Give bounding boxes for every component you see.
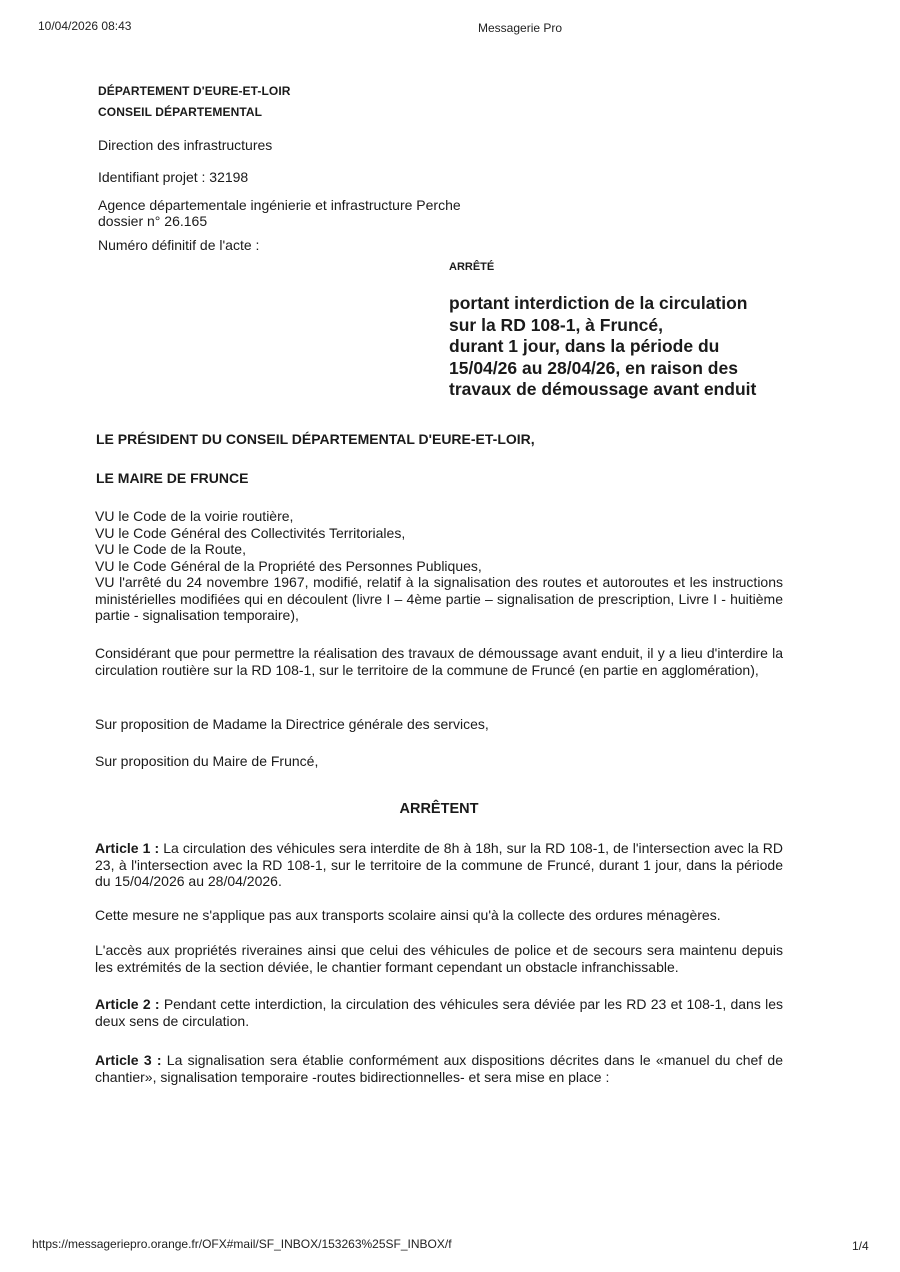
article-3 [95, 1052, 783, 1085]
article-1 [95, 840, 783, 890]
visa-item: VU le Code Général de la Propriété des Personnes Publiques, [95, 557, 482, 574]
decree-title-line: 15/04/26 au 28/04/26, en raison des [449, 357, 738, 378]
print-datetime: 10/04/2026 08:43 [38, 19, 132, 33]
act-number: Numéro définitif de l'acte : [98, 237, 260, 253]
article-1-label: Article 1 : [95, 840, 160, 856]
decree-title-line: portant interdiction de la circulation [449, 293, 748, 313]
visa-item: VU le Code de la voirie routière, [95, 508, 294, 524]
article-2 [95, 996, 783, 1029]
visa-item: VU le Code Général des Collectivités Territoriales, [95, 524, 406, 541]
print-app-title: Messagerie Pro [478, 21, 563, 35]
decree-title-line: durant 1 jour, dans la période du [449, 336, 720, 356]
article-2-text: Pendant cette interdiction, la circulation des véhicules sera déviée par les RD 23 et 108-1, dans les deux sens de circulation. [95, 996, 783, 1029]
decree-title-line: travaux de démoussage avant enduit [449, 379, 757, 399]
decide-heading: ARRÊTENT [399, 801, 479, 817]
president-heading: LE PRÉSIDENT DU CONSEIL DÉPARTEMENTAL D'EURE-ET-LOIR, [96, 431, 535, 447]
direction-name: Direction des infrastructures [98, 137, 273, 153]
visa-item: VU l'arrêté du 24 novembre 1967, modifié, relatif à la signalisation des routes et autoroutes et les instructions ministérielles modifiées qui en découlent (livre I – 4ème partie – signalisation de prescription, Livre I - huitième partie - signalisation temporaire), [95, 574, 783, 623]
article-1-text: La circulation des véhicules sera interdite de 8h à 18h, sur la RD 108-1, de l'intersection avec la RD 23, à l'intersection avec la RD 108-1, sur le territoire de la commune de Fruncé, durant 1 jour, dans la période du 15/04/2026 au 28/04/2026. [95, 840, 783, 889]
article-3-label: Article 3 : [95, 1052, 162, 1068]
print-url: https://messageriepro.orange.fr/OFX#mail/SF_INBOX/153263%25SF_INBOX/f [32, 1237, 452, 1251]
agency-name: Agence départementale ingénierie et infrastructure Perche [98, 197, 461, 213]
print-page-number: 1/4 [852, 1239, 869, 1253]
proposal-mayor: Sur proposition du Maire de Fruncé, [95, 753, 319, 769]
access-paragraph: L'accès aux propriétés riveraines ainsi que celui des véhicules de police et de secours sera maintenu depuis les extrémités de la section déviée, le chantier formant cependant un obstacle infranchissable. [95, 942, 783, 975]
project-id: Identifiant projet : 32198 [98, 169, 249, 185]
dossier-number: dossier n° 26.165 [98, 213, 208, 229]
mayor-heading: LE MAIRE DE FRUNCE [96, 470, 249, 486]
considering-paragraph: Considérant que pour permettre la réalisation des travaux de démoussage avant enduit, il y a lieu d'interdire la circulation routière sur la RD 108-1, sur le territoire de la commune de Fruncé (en partie en agglomération), [95, 645, 783, 678]
department-name: DÉPARTEMENT D'EURE-ET-LOIR [98, 84, 291, 98]
proposal-dgs: Sur proposition de Madame la Directrice générale des services, [95, 716, 489, 732]
visa-item: VU le Code de la Route, [95, 541, 246, 557]
article-3-text: La signalisation sera établie conformément aux dispositions décrites dans le «manuel du chef de chantier», signalisation temporaire -routes bidirectionnelles- et sera mise en place : [95, 1052, 783, 1085]
decree-title [449, 293, 849, 401]
decree-title-line: sur la RD 108-1, à Fruncé, [449, 314, 663, 335]
council-name: CONSEIL DÉPARTEMENTAL [98, 105, 263, 119]
article-2-label: Article 2 : [95, 996, 160, 1012]
visa-list [95, 508, 783, 624]
exemption-paragraph: Cette mesure ne s'applique pas aux transports scolaire ainsi qu'à la collecte des ordures ménagères. [95, 907, 721, 923]
decree-label: ARRÊTÉ [449, 261, 495, 273]
